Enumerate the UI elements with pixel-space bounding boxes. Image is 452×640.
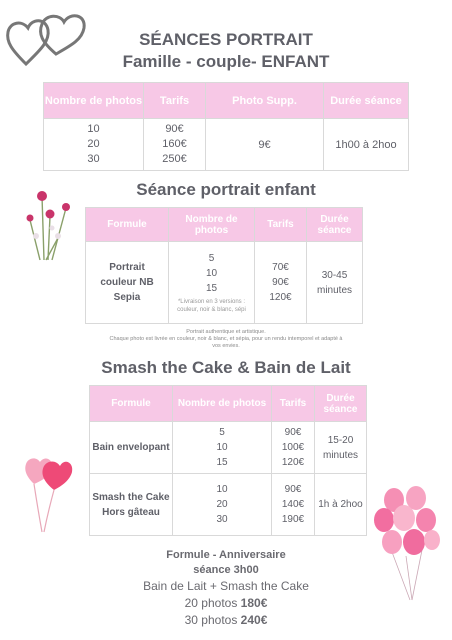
formule-cell: Bain envelopant xyxy=(90,422,173,474)
duree-cell: 15-20 minutes xyxy=(315,422,367,474)
header-tarifs: Tarifs xyxy=(255,208,307,242)
section-title-smash-cake: Smash the Cake & Bain de Lait xyxy=(101,358,351,377)
heart-balloons-icon xyxy=(24,450,76,534)
portrait-pricing-table xyxy=(43,82,409,171)
table-row xyxy=(90,474,367,536)
header-photo-supp: Photo Supp. xyxy=(206,83,324,119)
duree-cell: 30-45 minutes xyxy=(307,242,363,324)
tarifs-cell: 90€ 160€ 250€ xyxy=(144,119,206,171)
tarifs-cell: 90€ 140€ 190€ xyxy=(272,474,315,536)
anniversaire-option-20: 20 photos 180€ xyxy=(184,596,268,610)
anniversaire-contenu: Bain de Lait + Smash the Cake xyxy=(143,579,309,593)
duree-cell: 1h à 2hoo xyxy=(315,474,367,536)
header-duree: Durée séance xyxy=(307,208,363,242)
photos-delivery-note: *Livraison en 3 versions : couleur, noir & blanc, sépi xyxy=(177,299,246,313)
header-nombre-photos: Nombre de photos xyxy=(44,83,144,119)
photos-cell: 10 20 30 xyxy=(44,119,144,171)
page-title-line2: Famille - couple- ENFANT xyxy=(122,52,330,71)
formule-cell: Smash the Cake Hors gâteau xyxy=(90,474,173,536)
anniversaire-block xyxy=(0,548,452,629)
header-tarifs: Tarifs xyxy=(144,83,206,119)
portrait-footnote: Portrait authentique et artistique. Chaque photo est livrée en couleur, noir & blanc, et sépia, pour un rendu intemporel et adapté à vos envies. xyxy=(109,329,343,349)
table-row xyxy=(90,422,367,474)
formule-cell: Portrait couleur NB Sepia xyxy=(86,242,169,324)
header-formule: Formule xyxy=(90,386,173,422)
photos-cell: 5 10 15 xyxy=(173,422,272,474)
roses-bouquet-icon xyxy=(22,186,80,262)
tarifs-cell: 70€ 90€ 120€ xyxy=(255,242,307,324)
header-duree: Durée séance xyxy=(324,83,409,119)
section-title-portrait-enfant: Séance portrait enfant xyxy=(136,180,316,199)
anniversaire-formule: Formule - Anniversaire xyxy=(166,549,286,561)
photos-cell: 5 10 15 *Livraison en 3 versions : couleur, noir & blanc, sépi xyxy=(169,242,255,324)
duree-cell: 1h00 à 2hoo xyxy=(324,119,409,171)
header-nombre-photos: Nombre de photos xyxy=(173,386,272,422)
anniversaire-duree: séance 3h00 xyxy=(193,564,259,576)
page-title-line1: SÉANCES PORTRAIT xyxy=(139,30,313,49)
tarifs-cell: 90€ 100€ 120€ xyxy=(272,422,315,474)
header-duree: Durée séance xyxy=(315,386,367,422)
anniversaire-option-30: 30 photos 240€ xyxy=(184,613,268,627)
header-nombre-photos: Nombre de photos xyxy=(169,208,255,242)
photos-cell: 10 20 30 xyxy=(173,474,272,536)
header-formule: Formule xyxy=(86,208,169,242)
photo-supp-cell: 9€ xyxy=(206,119,324,171)
smash-cake-table xyxy=(89,385,367,536)
portrait-enfant-table xyxy=(85,207,363,324)
header-tarifs: Tarifs xyxy=(272,386,315,422)
